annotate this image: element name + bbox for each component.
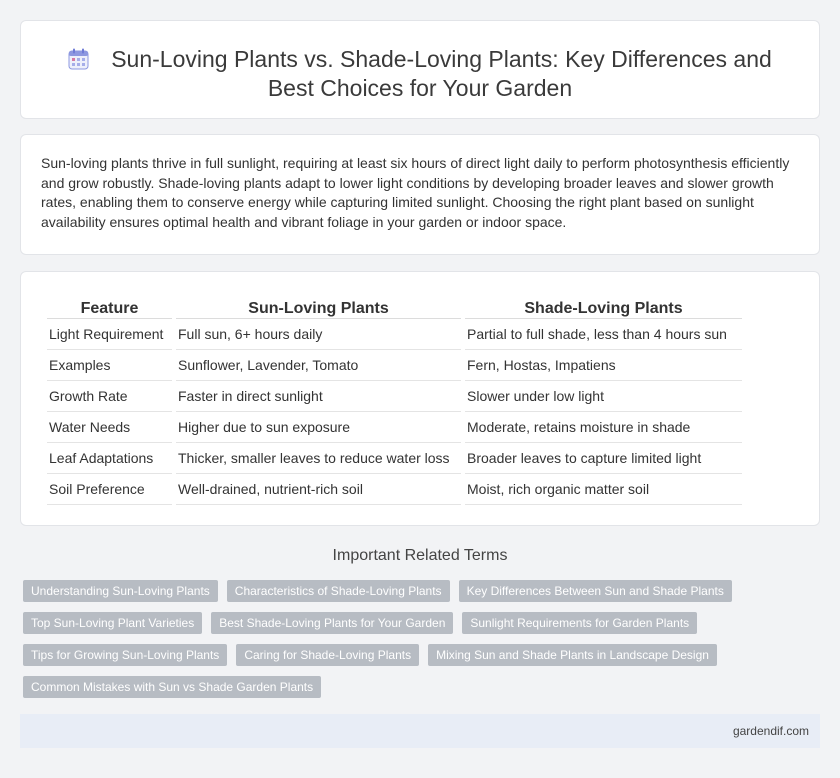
related-term-tag[interactable]: Best Shade-Loving Plants for Your Garden — [211, 612, 453, 634]
table-cell: Faster in direct sunlight — [176, 381, 461, 412]
tag-row — [23, 580, 823, 602]
table-cell: Growth Rate — [47, 381, 172, 412]
table-cell: Partial to full shade, less than 4 hours sun — [465, 319, 742, 350]
related-term-tag[interactable]: Sunlight Requirements for Garden Plants — [462, 612, 697, 634]
table-cell: Slower under low light — [465, 381, 742, 412]
related-terms-heading: Important Related Terms — [332, 547, 508, 564]
related-term-tag[interactable]: Caring for Shade-Loving Plants — [236, 644, 419, 666]
footer — [20, 714, 820, 748]
related-term-tag[interactable]: Understanding Sun-Loving Plants — [23, 580, 218, 602]
calendar-icon — [68, 48, 89, 70]
table-cell: Examples — [47, 350, 172, 381]
table-row — [47, 381, 742, 412]
table-cell: Sunflower, Lavender, Tomato — [176, 350, 461, 381]
comparison-card — [20, 271, 820, 526]
header-feature: Feature — [47, 296, 172, 319]
related-term-tag[interactable]: Key Differences Between Sun and Shade Plants — [459, 580, 732, 602]
table-header-row — [47, 296, 742, 319]
table-row — [47, 443, 742, 474]
table-cell: Moist, rich organic matter soil — [465, 474, 742, 505]
header-shade-loving: Shade-Loving Plants — [465, 296, 742, 319]
footer-site-name: gardendif.com — [732, 724, 809, 738]
table-row — [47, 319, 742, 350]
table-cell: Fern, Hostas, Impatiens — [465, 350, 742, 381]
table-row — [47, 412, 742, 443]
header-sun-loving: Sun-Loving Plants — [176, 296, 461, 319]
tag-row — [23, 612, 823, 634]
related-term-tag[interactable]: Top Sun-Loving Plant Varieties — [23, 612, 202, 634]
table-cell: Water Needs — [47, 412, 172, 443]
title-wrap — [21, 45, 819, 103]
related-term-tag[interactable]: Tips for Growing Sun-Loving Plants — [23, 644, 227, 666]
table-row — [47, 350, 742, 381]
table-cell: Soil Preference — [47, 474, 172, 505]
intro-paragraph: Sun-loving plants thrive in full sunlight, requiring at least six hours of direct light daily to perform photosynthesis efficiently and grow robustly. Shade-loving plants adapt to lower light conditions by developing broader leaves and slower growth rates, enabling them to conserve energy while capturing limited sunlight. Choosing the right plant based on sunlight availability ensures optimal health and vibrant foliage in your garden or indoor space. — [41, 155, 790, 230]
table-cell: Full sun, 6+ hours daily — [176, 319, 461, 350]
related-term-tag[interactable]: Characteristics of Shade-Loving Plants — [227, 580, 450, 602]
intro-card — [20, 134, 820, 255]
related-term-tag[interactable]: Mixing Sun and Shade Plants in Landscape Design — [428, 644, 717, 666]
related-terms-tags — [23, 580, 823, 708]
table-cell: Leaf Adaptations — [47, 443, 172, 474]
header-card — [20, 20, 820, 119]
tag-row — [23, 644, 823, 666]
tag-row — [23, 676, 823, 698]
page-title-text: Sun-Loving Plants vs. Shade-Loving Plants: Key Differences and Best Choices for Your Garden — [111, 46, 772, 101]
related-term-tag[interactable]: Common Mistakes with Sun vs Shade Garden Plants — [23, 676, 321, 698]
table-row — [47, 474, 742, 505]
comparison-table — [43, 296, 746, 505]
table-cell: Thicker, smaller leaves to reduce water loss — [176, 443, 461, 474]
page-title — [21, 45, 819, 103]
table-cell: Broader leaves to capture limited light — [465, 443, 742, 474]
table-cell: Light Requirement — [47, 319, 172, 350]
table-cell: Well-drained, nutrient-rich soil — [176, 474, 461, 505]
table-cell: Higher due to sun exposure — [176, 412, 461, 443]
table-cell: Moderate, retains moisture in shade — [465, 412, 742, 443]
